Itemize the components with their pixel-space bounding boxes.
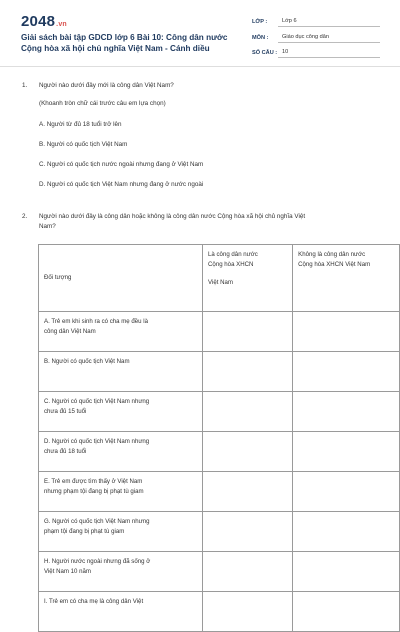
row-subject [39,472,203,512]
row-subject-line2: công dân Việt Nam [44,327,96,335]
table-header-row [39,245,400,312]
table-row [39,392,400,432]
question-2-text-line1: Người nào dưới đây là công dân hoặc không là công dân nước Cộng hòa xã hội chủ nghĩa Việt [39,213,306,220]
meta-row-grade [252,14,380,27]
question-number: 2. [22,213,28,220]
row-subject-line2: chưa đủ 18 tuổi [44,447,87,455]
row-subject-line2: phạm tội đang bị phạt tù giam [44,527,125,535]
table-row [39,312,400,352]
question-2-text-line2: Nam? [39,223,56,230]
question-2 [22,212,27,221]
table-row [39,432,400,472]
row-subject-line1: A. Trẻ em khi sinh ra có cha mẹ đều là [44,318,148,325]
table-row [39,512,400,552]
header-divider [0,66,400,67]
page-header [0,0,400,66]
question-1 [22,81,27,90]
question-1-text: Người nào dưới đây mới là công dân Việt Nam? [39,82,174,89]
meta-key-count: SỐ CÂU : [252,50,278,56]
meta-value-grade: Lớp 6 [278,18,380,27]
header-is-citizen-line3: Việt Nam [208,279,233,286]
row-subject-line1: G. Người có quốc tịch Việt Nam nhưng [44,518,150,525]
answer-cell-citizen[interactable] [203,512,293,552]
table-row [39,592,400,632]
header-is-citizen [203,245,293,312]
row-subject-line1: I. Trẻ em có cha mẹ là công dân Việt [44,598,144,605]
answer-table [38,244,400,632]
meta-row-count [252,45,380,58]
answer-cell-citizen[interactable] [203,592,293,632]
answer-cell-not-citizen[interactable] [293,592,400,632]
site-logo[interactable] [21,13,67,30]
meta-key-subject: MÔN : [252,34,269,41]
header-subject: Đối tượng [39,245,203,312]
answer-cell-not-citizen[interactable] [293,392,400,432]
page-title: Giải sách bài tập GDCD lớp 6 Bài 10: Công dân nước Cộng hòa xã hội chủ nghĩa Việt Nam - Cánh diều [21,33,228,53]
option-a[interactable]: A. Người từ đủ 18 tuổi trở lên [39,121,122,128]
meta-info [252,14,380,61]
row-subject [39,552,203,592]
answer-cell-not-citizen[interactable] [293,312,400,352]
meta-row-subject [252,30,380,43]
answer-cell-citizen[interactable] [203,352,293,392]
row-subject-line2: Việt Nam 10 năm [44,567,91,575]
table-row [39,352,400,392]
table-row [39,552,400,592]
row-subject-line1: H. Người nước ngoài nhưng đã sống ở [44,558,151,565]
answer-cell-not-citizen[interactable] [293,472,400,512]
answer-cell-not-citizen[interactable] [293,552,400,592]
meta-value-subject: Giáo dục công dân [278,34,380,43]
answer-cell-not-citizen[interactable] [293,432,400,472]
meta-key-grade: LỚP : [252,19,268,25]
answer-cell-citizen[interactable] [203,472,293,512]
answer-cell-citizen[interactable] [203,432,293,472]
row-subject [39,392,203,432]
option-d[interactable]: D. Người có quốc tịch Việt Nam nhưng đang ở nước ngoài [39,181,204,188]
logo-text: 2048 [21,13,56,30]
header-is-citizen-line1: Là công dân nước [208,251,258,258]
answer-cell-citizen[interactable] [203,552,293,592]
row-subject-line2: nhưng phạm tội đang bị phạt tù giam [44,487,144,495]
header-not-citizen-line1: Không là công dân nước [298,251,366,258]
row-subject [39,352,203,392]
answer-cell-not-citizen[interactable] [293,352,400,392]
question-number: 1. [22,82,28,89]
header-not-citizen [293,245,400,312]
row-subject [39,432,203,472]
table-row [39,472,400,512]
option-b[interactable]: B. Người có quốc tịch Việt Nam [39,141,128,148]
row-subject-line1: C. Người có quốc tịch Việt Nam nhưng [44,398,150,405]
question-1-instruction: (Khoanh tròn chữ cái trước câu em lựa chọn) [39,100,166,107]
answer-cell-citizen[interactable] [203,312,293,352]
row-subject [39,312,203,352]
row-subject [39,592,203,632]
row-subject-line1: B. Người có quốc tịch Việt Nam [44,358,130,365]
answer-cell-not-citizen[interactable] [293,512,400,552]
row-subject [39,512,203,552]
answer-cell-citizen[interactable] [203,392,293,432]
row-subject-line2: chưa đủ 15 tuổi [44,407,87,415]
meta-value-count: 10 [278,49,380,58]
option-c[interactable]: C. Người có quốc tịch nước ngoài nhưng đang ở Việt Nam [39,161,204,168]
logo-domain: .vn [56,21,67,28]
header-is-citizen-line2: Cộng hòa XHCN [208,260,254,268]
row-subject-line1: E. Trẻ em được tìm thấy ở Việt Nam [44,478,143,485]
row-subject-line1: D. Người có quốc tịch Việt Nam nhưng [44,438,150,445]
header-not-citizen-line2: Cộng hòa XHCN Việt Nam [298,260,371,268]
